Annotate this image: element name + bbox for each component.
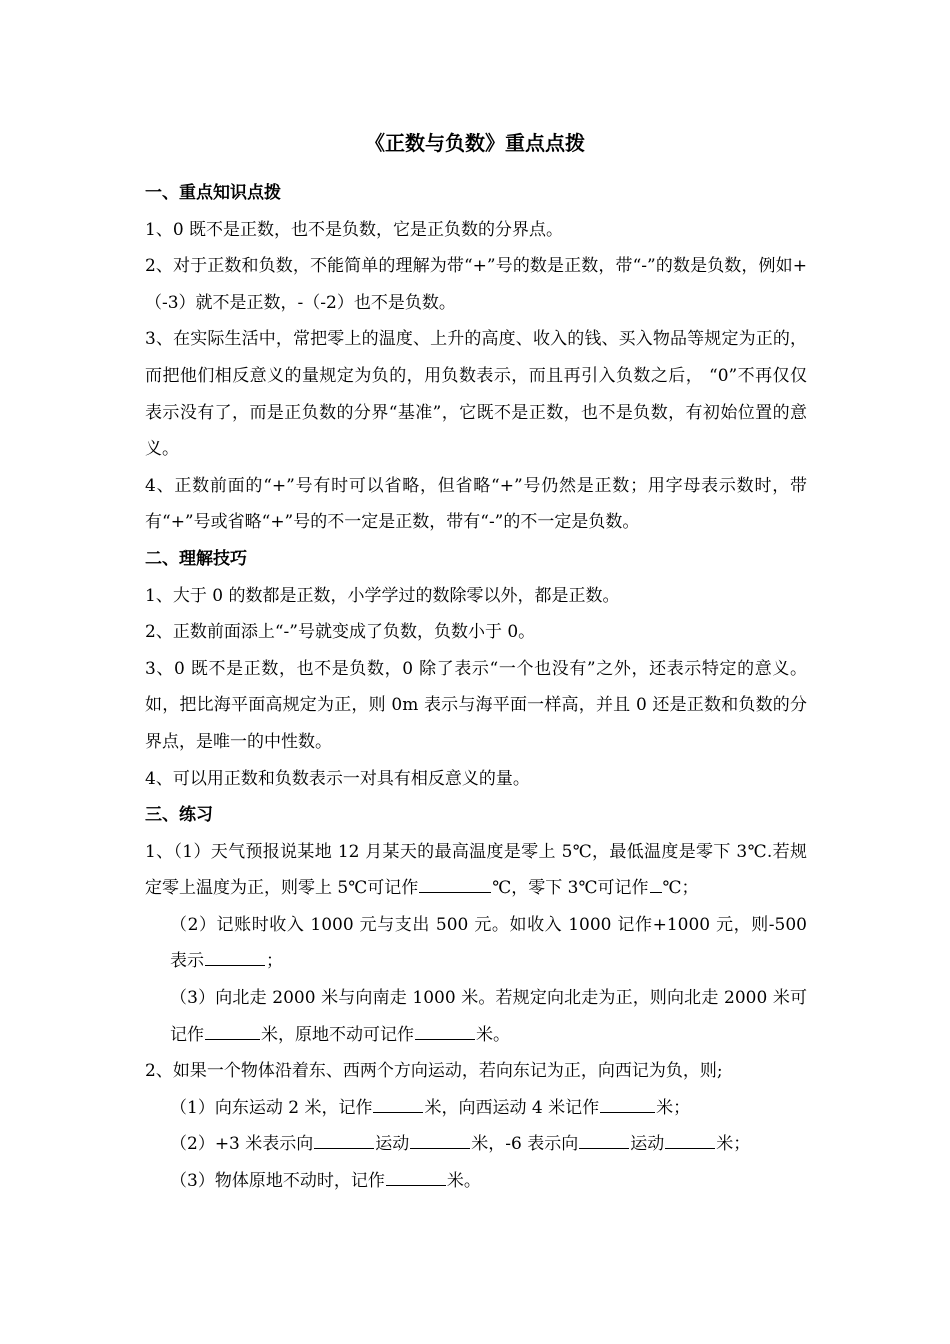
section-heading-tips: 二、理解技巧 bbox=[145, 548, 247, 569]
answer-blank[interactable] bbox=[419, 875, 491, 893]
exercise-text: 米，向西运动 4 米记作 bbox=[424, 1097, 600, 1118]
exercise-text: （2）+3 米表示向 bbox=[170, 1134, 314, 1155]
answer-blank[interactable] bbox=[205, 948, 265, 966]
answer-blank[interactable] bbox=[373, 1095, 423, 1113]
exercise-2-part-1 bbox=[145, 1090, 807, 1127]
exercise-text: （3）向北走 2000 米与向南走 1000 米。若规定向北走为正，则向北走 2000 米可记作 bbox=[170, 988, 807, 1045]
page-title: 《正数与负数》重点点拨 bbox=[365, 131, 585, 155]
exercise-1-part-1 bbox=[145, 834, 807, 907]
exercise-text: 运动 bbox=[630, 1134, 665, 1155]
key-point-2: 2、对于正数和负数，不能简单的理解为带“+”号的数是正数，带“-”的数是负数，例如+（-3）就不是正数，-（-2）也不是负数。 bbox=[145, 256, 807, 313]
key-point-3: 3、在实际生活中，常把零上的温度、上升的高度、收入的钱、买入物品等规定为正的，而把他们相反意义的量规定为负的，用负数表示，而且再引入负数之后， “0”不再仅仅表示没有了，而是正负数的分界“基准”，它既不是正数，也不是负数，有初始位置的意义。 bbox=[145, 329, 807, 460]
exercise-text: 运动 bbox=[375, 1134, 410, 1155]
section-heading-exercises: 三、练习 bbox=[145, 805, 213, 826]
exercise-text: ℃； bbox=[662, 878, 699, 899]
answer-blank[interactable] bbox=[314, 1131, 374, 1149]
key-point-1: 1、0 既不是正数，也不是负数，它是正负数的分界点。 bbox=[145, 219, 564, 240]
exercise-text: ； bbox=[266, 951, 283, 972]
answer-blank[interactable] bbox=[650, 875, 662, 893]
exercise-text: （1）向东运动 2 米，记作 bbox=[170, 1097, 373, 1118]
document-body bbox=[145, 175, 807, 1200]
answer-blank[interactable] bbox=[579, 1131, 629, 1149]
tip-3: 3、0 既不是正数，也不是负数，0 除了表示“一个也没有”之外，还表示特定的意义。如，把比海平面高规定为正，则 0m 表示与海平面一样高，并且 0 还是正数和负数的分界点，是唯一的中性数。 bbox=[145, 658, 807, 752]
exercise-text: 米； bbox=[656, 1097, 691, 1118]
tip-1: 1、大于 0 的数都是正数，小学学过的数除零以外，都是正数。 bbox=[145, 585, 620, 606]
answer-blank[interactable] bbox=[665, 1131, 715, 1149]
answer-blank[interactable] bbox=[386, 1168, 446, 1186]
exercise-1-part-3 bbox=[145, 980, 807, 1053]
exercise-text: 米。 bbox=[476, 1024, 510, 1045]
tip-4: 4、可以用正数和负数表示一对具有相反意义的量。 bbox=[145, 768, 530, 789]
exercise-text: 米，原地不动可记作 bbox=[261, 1024, 414, 1045]
answer-blank[interactable] bbox=[415, 1022, 475, 1040]
answer-blank[interactable] bbox=[205, 1022, 260, 1040]
exercise-text: （2）记账时收入 1000 元与支出 500 元。如收入 1000 记作+1000 元，则-500 表示 bbox=[170, 914, 807, 972]
exercise-text: 米。 bbox=[446, 1171, 481, 1192]
exercise-2-part-3 bbox=[145, 1163, 807, 1200]
exercise-text: 1、（1）天气预报说某地 12 月某天的最高温度是零上 5℃，最低温度是零下 3℃.若规定零上温度为正，则零上 5℃可记作 bbox=[145, 841, 807, 899]
exercise-text: （3）物体原地不动时，记作 bbox=[170, 1171, 385, 1192]
exercise-text: 米； bbox=[716, 1134, 751, 1155]
section-heading-key-points: 一、重点知识点拨 bbox=[145, 183, 281, 203]
exercise-2-intro: 2、如果一个物体沿着东、西两个方向运动，若向东记为正，向西记为负，则; bbox=[145, 1061, 723, 1082]
exercise-text: ℃，零下 3℃可记作 bbox=[492, 878, 649, 899]
exercise-text: 米，-6 表示向 bbox=[471, 1134, 579, 1155]
tip-2: 2、正数前面添上“-”号就变成了负数，负数小于 0。 bbox=[145, 622, 536, 643]
answer-blank[interactable] bbox=[410, 1131, 470, 1149]
answer-blank[interactable] bbox=[600, 1095, 655, 1113]
exercise-2-part-2 bbox=[145, 1126, 807, 1163]
key-point-4: 4、正数前面的“+”号有时可以省略，但省略“+”号仍然是正数；用字母表示数时，带有“+”号或省略“+”号的不一定是正数，带有“-”的不一定是负数。 bbox=[145, 475, 807, 533]
exercise-1-part-2 bbox=[145, 907, 807, 980]
